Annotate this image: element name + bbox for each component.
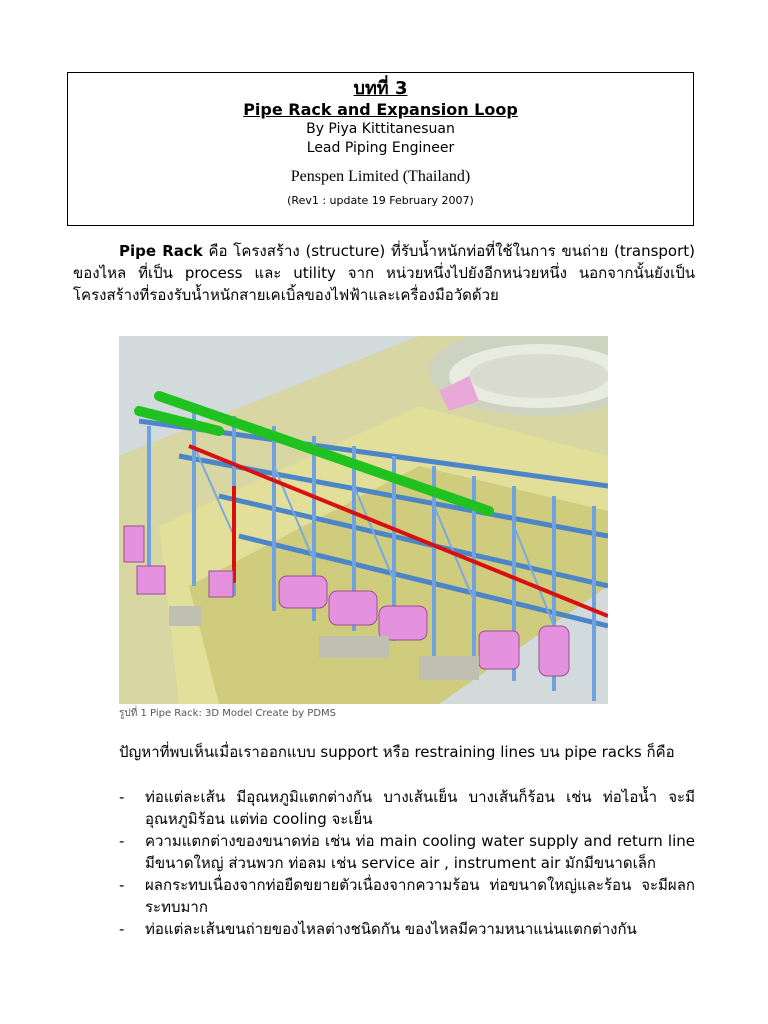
chapter-heading: บทที่ 3 xyxy=(353,78,408,99)
pipe-rack-3d-model-image xyxy=(119,336,608,704)
title-box xyxy=(67,72,694,226)
company-name: Penspen Limited (Thailand) xyxy=(290,168,471,185)
problem-intro-text: ปัญหาที่พบเห็นเมื่อเราออกแบบ support หรือ restraining lines บน pipe racks ก็คือ xyxy=(119,743,675,761)
intro-term: Pipe Rack xyxy=(119,242,203,260)
bullet-item: - ท่อแต่ละเส้นขนถ่ายของไหลต่างชนิดกัน ของไหลมีความหนาแน่นแตกต่างกัน xyxy=(119,918,695,940)
bullet-item: - ความแตกต่างของขนาดท่อ เช่น ท่อ main cooling water supply and return line มีขนาดใหญ่ ส่วนพวก ท่อลม เช่น service air , instrument air มักมีขนาดเล็ก xyxy=(119,830,695,874)
intro-paragraph xyxy=(73,240,695,306)
document-title: Pipe Rack and Expansion Loop xyxy=(243,100,518,119)
problem-bullet-list xyxy=(119,786,695,940)
figure-caption: รูปที่ 1 Pipe Rack: 3D Model Create by PDMS xyxy=(119,708,336,719)
problem-intro xyxy=(73,741,695,763)
revision-note: (Rev1 : update 19 February 2007) xyxy=(287,194,474,207)
author-role: Lead Piping Engineer xyxy=(306,140,455,156)
bullet-item: - ผลกระทบเนื่องจากท่อยืดขยายตัวเนื่องจากความร้อน ท่อขนาดใหญ่และร้อน จะมีผลกระทบมาก xyxy=(119,874,695,918)
intro-text: คือ โครงสร้าง (structure) ที่รับน้ำหนักท่อที่ใช้ในการ ขนถ่าย (transport) ของไหล ที่เป็น process และ utility จาก หน่วยหนึ่งไปยังอีกหน่วยหนึ่ง นอกจากนั้นยังเป็นโครงสร้างที่รองรับน้ำหนักสายเคเบิ้ลของไฟฟ้าและเครื่องมือวัดด้วย xyxy=(73,242,696,304)
author-line: By Piya Kittitanesuan xyxy=(306,121,455,137)
bullet-item: - ท่อแต่ละเส้น มีอุณหภูมิแตกต่างกัน บางเส้นเย็น บางเส้นก็ร้อน เช่น ท่อไอน้ำ จะมีอุณหภูมิร้อน แต่ท่อ cooling จะเย็น xyxy=(119,786,695,830)
